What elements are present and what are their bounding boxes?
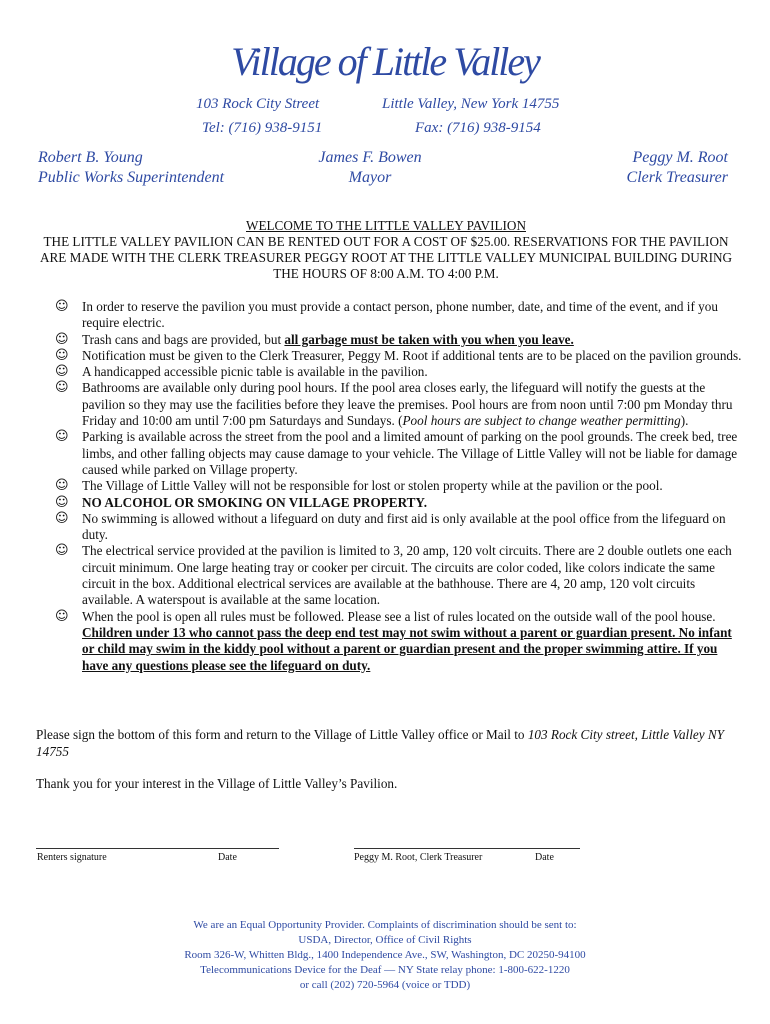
smiley-face-icon: ☺	[55, 364, 69, 380]
rule-item	[55, 609, 745, 674]
footer-line: We are an Equal Opportunity Provider. Complaints of discrimination should be sent to:	[193, 919, 577, 931]
smiley-face-icon: ☺	[55, 429, 69, 445]
smiley-face-icon: ☺	[55, 543, 69, 559]
rule-item	[55, 478, 745, 494]
welcome-body: THE LITTLE VALLEY PAVILION CAN BE RENTED OUT FOR A COST OF $25.00. RESERVATIONS FOR THE PAVILION ARE MADE WITH THE CLERK TREASURER PEGGY ROOT AT THE LITTLE VALLEY MUNICIPAL BUILDING DURING THE HOURS OF 8:00 A.M. TO 4:00 P.M.	[39, 234, 733, 281]
thank-you-note: Thank you for your interest in the Village of Little Valley’s Pavilion.	[36, 776, 398, 791]
officer-role: Public Works Superintendent	[38, 169, 225, 186]
officer-mayor	[300, 148, 440, 188]
officer-superintendent	[38, 148, 224, 188]
officer-name: Robert B. Young	[38, 149, 143, 166]
fax: Fax: (716) 938-9154	[415, 120, 541, 136]
smiley-face-icon: ☺	[55, 299, 69, 314]
renter-signature-line[interactable]	[36, 848, 279, 849]
rules-list	[55, 299, 745, 674]
rule-text: The Village of Little Valley will not be responsible for lost or stolen property while at the pavilion or the pool.	[82, 478, 663, 494]
rule-text: In order to reserve the pavilion you must provide a contact person, phone number, date, and time of the event, and if you require electric.	[82, 299, 718, 331]
rule-item	[55, 543, 745, 608]
footer-line: or call (202) 720-5964 (voice or TDD)	[299, 979, 471, 991]
smiley-face-icon: ☺	[55, 331, 69, 347]
rule-text: Bathrooms are available only during pool hours. If the pool area closes early, the lifeguard will notify the guests at the pavilion so they may use the facilities before they leave the premises. Pool hours are from noon until 7:00 pm Monday thru Friday and 10:00 am until 7:00 pm Saturdays and Sundays. (	[82, 380, 733, 429]
rule-emphasis: all garbage must be taken with you when you leave.	[284, 331, 574, 347]
rule-item	[55, 495, 745, 511]
smiley-face-icon: ☺	[55, 608, 69, 624]
rule-text: A handicapped accessible picnic table is available in the pavilion.	[82, 364, 428, 380]
rule-item	[55, 332, 745, 348]
instructions-text: Please sign the bottom of this form and return to the Village of Little Valley office or Mail to	[36, 727, 528, 742]
officer-clerk	[560, 148, 728, 188]
smiley-face-icon: ☺	[55, 494, 69, 510]
clerk-date-label: Date	[535, 852, 554, 863]
clerk-signature-line[interactable]	[354, 848, 580, 849]
footer-line: Room 326-W, Whitten Bldg., 1400 Independence Ave., SW, Washington, DC 20250-94100	[184, 949, 586, 961]
rule-text: When the pool is open all rules must be followed. Please see a list of rules located on the outside wall of the pool house.	[82, 608, 716, 624]
rule-text: Parking is available across the street from the pool and a limited amount of parking on the pool grounds. The creek bed, tree limbs, and other falling objects may cause damage to your vehicle. The Village of Little Valley will not be liable for damage caused while parked on Village property.	[82, 429, 738, 477]
renter-date-label: Date	[218, 852, 237, 863]
rule-item	[55, 511, 745, 544]
renter-signature-label: Renters signature	[37, 852, 107, 863]
rule-text-end: ).	[680, 413, 689, 429]
rule-text: The electrical service provided at the pavilion is limited to 3, 20 amp, 120 volt circuits. There are 2 double outlets one each circuit minimum. One large heating tray or cooker per circuit. The circuits are color coded, like colors indicate the same circuit in the box. Additional electrical services are available at the bathhouse. There are 4, 20 amp, 120 volt circuits available. A waterspout is available at the same location.	[82, 543, 732, 608]
welcome-section	[36, 218, 736, 282]
city-address: Little Valley, New York 14755	[382, 96, 560, 112]
rule-text: Notification must be given to the Clerk Treasurer, Peggy M. Root if additional tents are to be placed on the pavilion grounds.	[82, 347, 742, 363]
return-instructions	[36, 726, 726, 760]
footer-line: Telecommunications Device for the Deaf — NY State relay phone: 1-800-622-1220	[200, 964, 570, 976]
rule-text: Trash cans and bags are provided, but	[82, 331, 285, 347]
footer-line: USDA, Director, Office of Civil Rights	[298, 934, 472, 946]
village-title: Village of Little Valley	[231, 39, 539, 84]
smiley-face-icon: ☺	[55, 347, 69, 363]
officer-name: James F. Bowen	[318, 149, 422, 166]
rule-item	[55, 429, 745, 478]
street-address: 103 Rock City Street	[196, 96, 320, 112]
clerk-signature-label: Peggy M. Root, Clerk Treasurer	[354, 852, 483, 863]
rule-text-bold: NO ALCOHOL OR SMOKING ON VILLAGE PROPERTY.	[82, 494, 428, 510]
rule-item	[55, 299, 745, 332]
rule-item	[55, 380, 745, 429]
rule-item	[55, 364, 745, 380]
mail-address: 103 Rock City street, Little Valley NY 14755	[36, 727, 725, 759]
rule-text: No swimming is allowed without a lifeguard on duty and first aid is only available at the pool office from the lifeguard on duty.	[82, 510, 726, 543]
officer-name: Peggy M. Root	[632, 149, 728, 166]
smiley-face-icon: ☺	[55, 510, 69, 526]
rule-emphasis: Children under 13 who cannot pass the deep end test may not swim without a parent or guardian present. No infant or child may swim in the kiddy pool without a parent or guardian present and the proper swimming attire. If you have any questions please see the lifeguard on duty.	[82, 624, 732, 673]
officer-role: Mayor	[348, 169, 392, 186]
rule-item	[55, 348, 745, 364]
smiley-face-icon: ☺	[55, 380, 69, 396]
equal-opportunity-footer	[0, 918, 770, 993]
welcome-heading: WELCOME TO THE LITTLE VALLEY PAVILION	[246, 218, 526, 233]
officer-role: Clerk Treasurer	[626, 169, 728, 186]
smiley-face-icon: ☺	[55, 478, 69, 494]
telephone: Tel: (716) 938-9151	[202, 120, 323, 136]
rule-italic: Pool hours are subject to change weather permitting	[402, 413, 681, 429]
